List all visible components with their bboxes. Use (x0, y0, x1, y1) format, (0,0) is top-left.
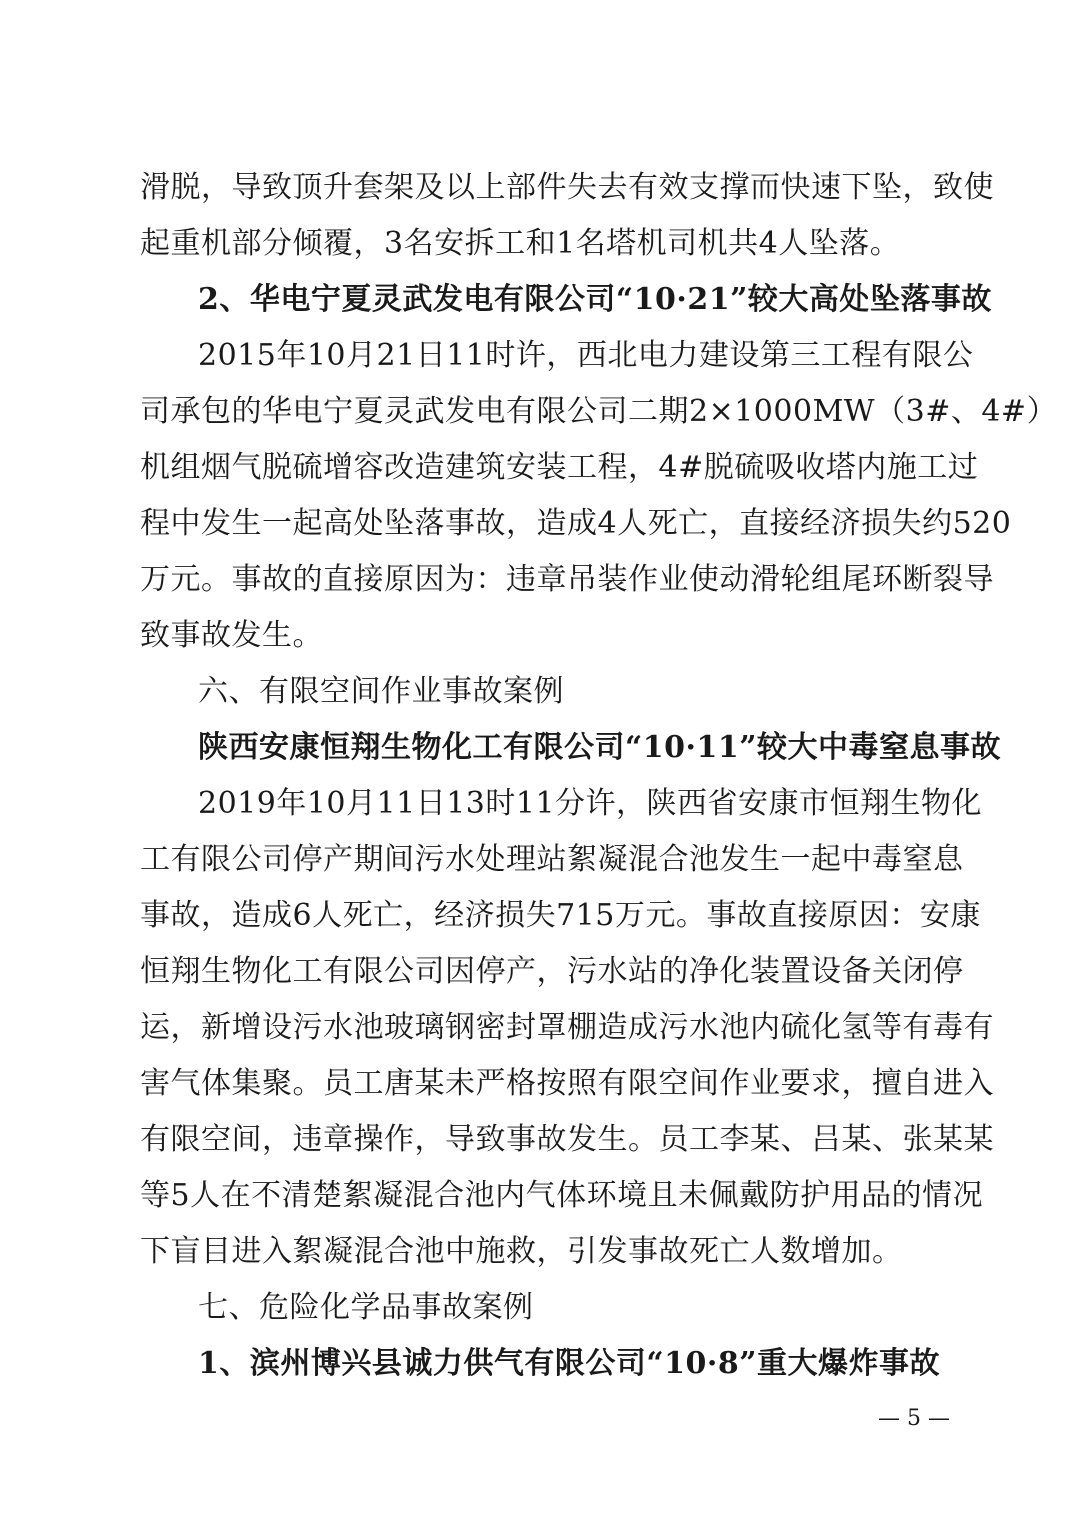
text-line: 致事故发生。 (140, 618, 323, 653)
text-line: 起重机部分倾覆，3名安拆工和1名塔机司机共4人坠落。 (140, 226, 901, 261)
text-line: 运，新增设污水池玻璃钢密封罩棚造成污水池内硫化氢等有毒有 (140, 1010, 994, 1045)
text-line: 恒翔生物化工有限公司因停产，污水站的净化装置设备关闭停 (140, 954, 964, 989)
text-line: 机组烟气脱硫增容改造建筑安装工程，4#脱硫吸收塔内施工过 (140, 450, 979, 485)
subsection-heading: 陕西安康恒翔生物化工有限公司“10·11”较大中毒窒息事故 (198, 730, 1001, 765)
text-line: 滑脱，导致顶升套架及以上部件失去有效支撑而快速下坠，致使 (140, 170, 994, 205)
text-line: 事故，造成6人死亡，经济损失715万元。事故直接原因：安康 (140, 898, 981, 933)
page-number-text: — 5 — (878, 1406, 950, 1431)
text-line: 有限空间，违章操作，导致事故发生。员工李某、吕某、张某某 (140, 1122, 994, 1157)
text-line: 等5人在不清楚絮凝混合池内气体环境且未佩戴防护用品的情况 (140, 1178, 984, 1213)
text-line: 万元。事故的直接原因为：违章吊装作业使动滑轮组尾环断裂导 (140, 562, 994, 597)
text-line: 司承包的华电宁夏灵武发电有限公司二期2×1000MW（3#、4#） (140, 394, 1058, 429)
text-line: 下盲目进入絮凝混合池中施救，引发事故死亡人数增加。 (140, 1234, 903, 1269)
subsection-heading: 2、华电宁夏灵武发电有限公司“10·21”较大高处坠落事故 (198, 282, 992, 317)
document-body (140, 160, 1058, 1392)
section-heading: 七、危险化学品事故案例 (198, 1290, 534, 1325)
text-line: 2015年10月21日11时许，西北电力建设第三工程有限公 (198, 338, 974, 373)
page-number (0, 1404, 1080, 1434)
text-line: 程中发生一起高处坠落事故，造成4人死亡，直接经济损失约520 (140, 506, 1012, 541)
text-line: 2019年10月11日13时11分许，陕西省安康市恒翔生物化 (198, 786, 983, 821)
text-line: 工有限公司停产期间污水处理站絮凝混合池发生一起中毒窒息 (140, 842, 964, 877)
section-heading: 六、有限空间作业事故案例 (198, 674, 564, 709)
subsection-heading: 1、滨州博兴县诚力供气有限公司“10·8”重大爆炸事故 (198, 1346, 940, 1381)
text-line: 害气体集聚。员工唐某未严格按照有限空间作业要求，擅自进入 (140, 1066, 994, 1101)
